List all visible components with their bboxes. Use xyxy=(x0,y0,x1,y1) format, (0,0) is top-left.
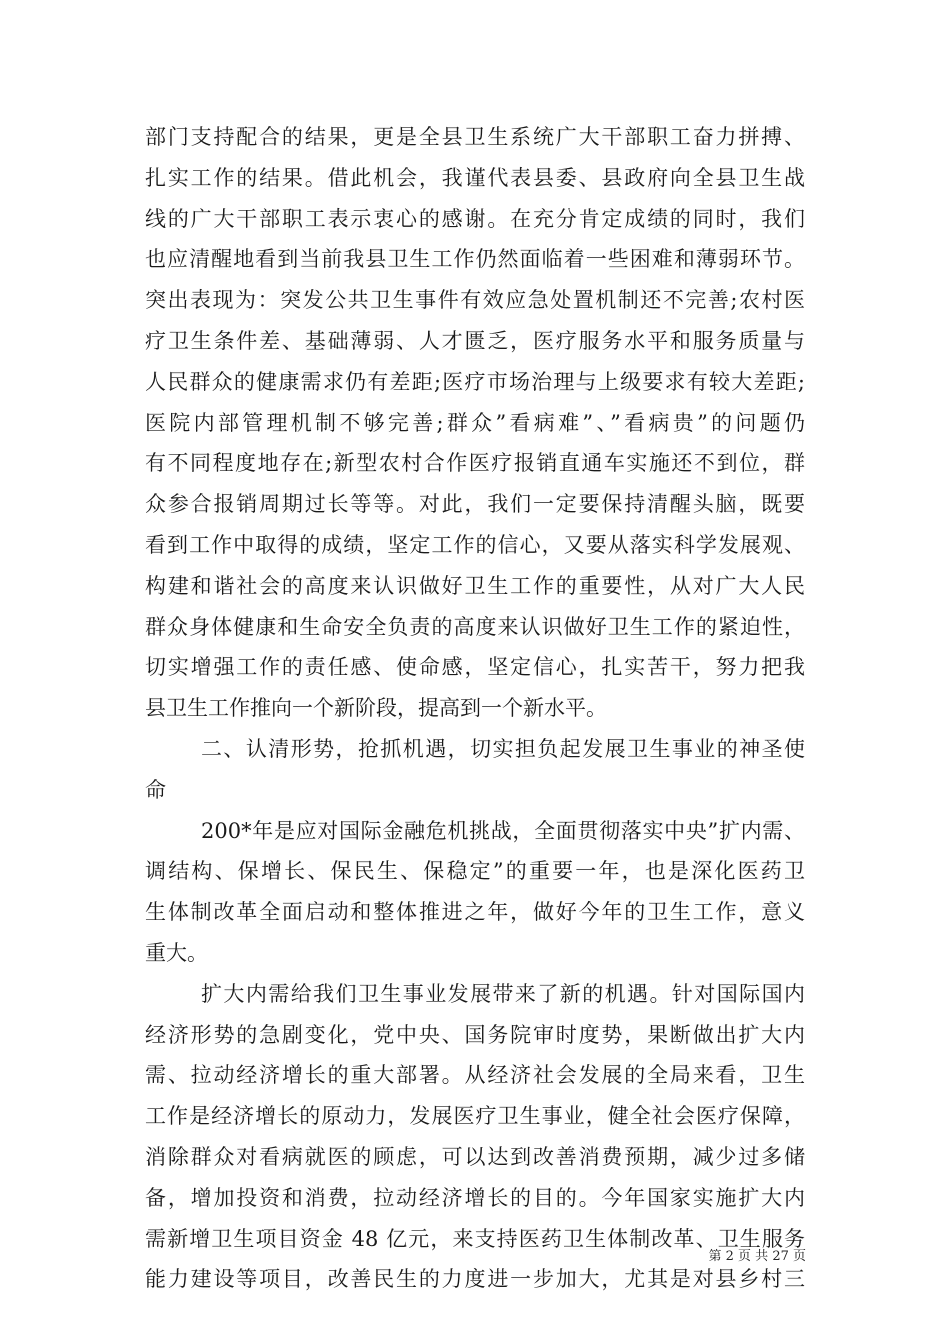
text-line: 医院内部管理机制不够完善;群众”看病难”、”看病贵”的问题仍 xyxy=(145,410,805,435)
text-line: 线的广大干部职工表示衷心的感谢。在充分肯定成绩的同时，我们 xyxy=(145,206,805,231)
text-line: 需、拉动经济增长的重大部署。从经济社会发展的全局来看，卫生 xyxy=(145,1063,805,1088)
text-line: 县卫生工作推向一个新阶段，提高到一个新水平。 xyxy=(145,696,607,721)
text-line: 突出表现为：突发公共卫生事件有效应急处置机制还不完善;农村医 xyxy=(145,288,805,313)
section-heading-line: 命 xyxy=(145,777,166,802)
text-line: 切实增强工作的责任感、使命感，坚定信心，扎实苦干，努力把我 xyxy=(145,655,805,680)
text-line: 重大。 xyxy=(145,940,208,965)
text-line: 经济形势的急剧变化，党中央、国务院审时度势，果断做出扩大内 xyxy=(145,1022,805,1047)
text-line: 生体制改革全面启动和整体推进之年，做好今年的卫生工作，意义 xyxy=(145,900,805,925)
text-line: 看到工作中取得的成绩，坚定工作的信心，又要从落实科学发展观、 xyxy=(145,532,805,557)
text-line: 扎实工作的结果。借此机会，我谨代表县委、县政府向全县卫生战 xyxy=(145,165,805,190)
text-line: 构建和谐社会的高度来认识做好卫生工作的重要性，从对广大人民 xyxy=(145,573,805,598)
text-line: 工作是经济增长的原动力，发展医疗卫生事业，健全社会医疗保障， xyxy=(145,1104,805,1129)
body-text xyxy=(145,117,805,1300)
text-line: 200*年是应对国际金融危机挑战，全面贯彻落实中央”扩内需、 xyxy=(201,818,805,843)
text-line: 需新增卫生项目资金 48 亿元，来支持医药卫生体制改革、卫生服务 xyxy=(145,1226,805,1251)
text-line: 有不同程度地存在;新型农村合作医疗报销直通车实施还不到位，群 xyxy=(145,451,805,476)
text-line: 众参合报销周期过长等等。对此，我们一定要保持清醒头脑，既要 xyxy=(145,492,805,517)
text-line: 也应清醒地看到当前我县卫生工作仍然面临着一些困难和薄弱环节。 xyxy=(145,247,805,272)
text-line: 疗卫生条件差、基础薄弱、人才匮乏，医疗服务水平和服务质量与 xyxy=(145,328,805,353)
page-number: 第 2 页 共 27 页 xyxy=(708,1249,806,1264)
text-line: 部门支持配合的结果，更是全县卫生系统广大干部职工奋力拼搏、 xyxy=(145,125,805,149)
text-line: 能力建设等项目，改善民生的力度进一步加大，尤其是对县乡村三 xyxy=(145,1267,805,1292)
text-line: 备，增加投资和消费，拉动经济增长的目的。今年国家实施扩大内 xyxy=(145,1185,805,1210)
section-heading-line: 二、认清形势，抢抓机遇，切实担负起发展卫生事业的神圣使 xyxy=(201,736,805,761)
text-line: 消除群众对看病就医的顾虑，可以达到改善消费预期，减少过多储 xyxy=(145,1144,805,1169)
text-line: 调结构、保增长、保民生、保稳定”的重要一年，也是深化医药卫 xyxy=(145,859,805,884)
page-footer xyxy=(0,1245,950,1269)
text-line: 群众身体健康和生命安全负责的高度来认识做好卫生工作的紧迫性， xyxy=(145,614,805,639)
text-line: 人民群众的健康需求仍有差距;医疗市场治理与上级要求有较大差距; xyxy=(145,369,805,394)
text-line: 扩大内需给我们卫生事业发展带来了新的机遇。针对国际国内 xyxy=(201,981,805,1006)
